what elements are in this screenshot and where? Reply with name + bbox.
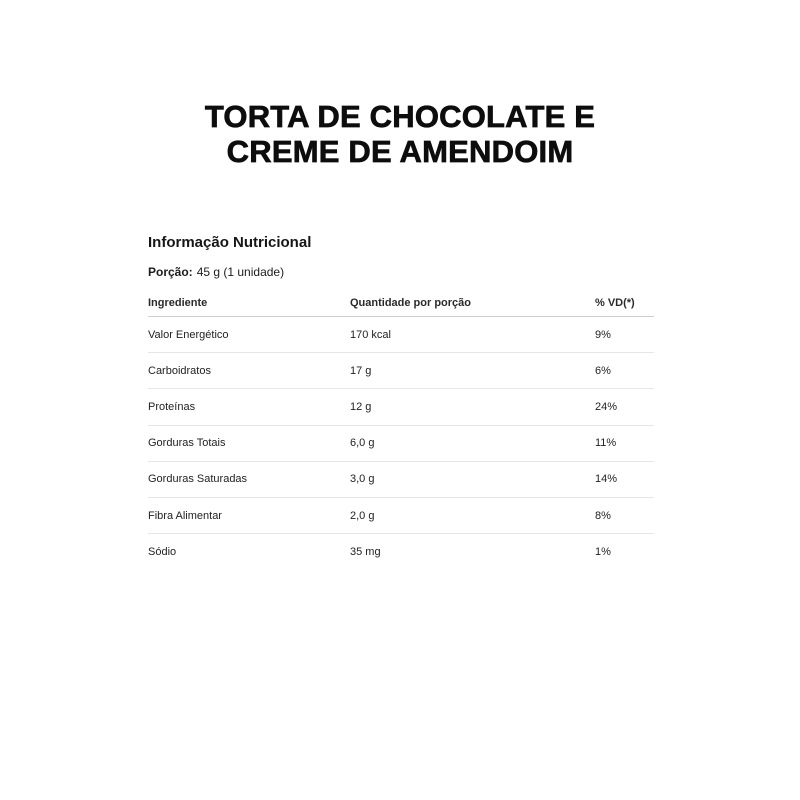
ingredient-cell: Valor Energético bbox=[148, 328, 229, 341]
product-title bbox=[0, 99, 800, 169]
daily-value-cell: 24% bbox=[595, 400, 618, 413]
daily-value-cell: 9% bbox=[595, 328, 611, 341]
ingredient-cell: Sódio bbox=[148, 545, 177, 558]
amount-cell: 12 g bbox=[350, 400, 372, 413]
table-row bbox=[148, 534, 654, 569]
nutrition-heading: Informação Nutricional bbox=[148, 234, 312, 251]
daily-value-cell: 6% bbox=[595, 364, 611, 377]
ingredient-cell: Proteínas bbox=[148, 400, 196, 413]
daily-value-cell: 14% bbox=[595, 473, 618, 486]
amount-cell: 35 mg bbox=[350, 545, 381, 558]
ingredient-cell: Fibra Alimentar bbox=[148, 509, 222, 522]
table-row bbox=[148, 426, 654, 462]
table-header-row bbox=[148, 290, 654, 317]
table-row bbox=[148, 462, 654, 498]
table-row bbox=[148, 317, 654, 353]
table-row bbox=[148, 353, 654, 389]
table-row bbox=[148, 389, 654, 425]
product-title-line-1: TORTA DE CHOCOLATE E bbox=[204, 99, 596, 134]
amount-cell: 6,0 g bbox=[350, 437, 375, 450]
daily-value-cell: 11% bbox=[595, 437, 617, 450]
amount-cell: 170 kcal bbox=[350, 328, 391, 341]
column-header-amount: Quantidade por porção bbox=[350, 297, 472, 309]
column-header-daily-value: % VD(*) bbox=[595, 297, 635, 309]
amount-cell: 17 g bbox=[350, 364, 372, 377]
ingredient-cell: Carboidratos bbox=[148, 364, 211, 377]
ingredient-cell: Gorduras Saturadas bbox=[148, 473, 248, 486]
amount-cell: 2,0 g bbox=[350, 509, 375, 522]
daily-value-cell: 1% bbox=[595, 545, 611, 558]
daily-value-cell: 8% bbox=[595, 509, 611, 522]
serving-label: Porção: bbox=[148, 265, 193, 279]
amount-cell: 3,0 g bbox=[350, 473, 375, 486]
table-row bbox=[148, 498, 654, 534]
serving-value: 45 g (1 unidade) bbox=[196, 265, 285, 279]
serving-size bbox=[148, 263, 654, 281]
product-title-line-2: CREME DE AMENDOIM bbox=[226, 134, 574, 169]
column-header-ingredient: Ingrediente bbox=[148, 297, 208, 309]
nutrition-table bbox=[148, 290, 654, 569]
nutrition-panel bbox=[148, 232, 654, 569]
ingredient-cell: Gorduras Totais bbox=[148, 437, 226, 450]
